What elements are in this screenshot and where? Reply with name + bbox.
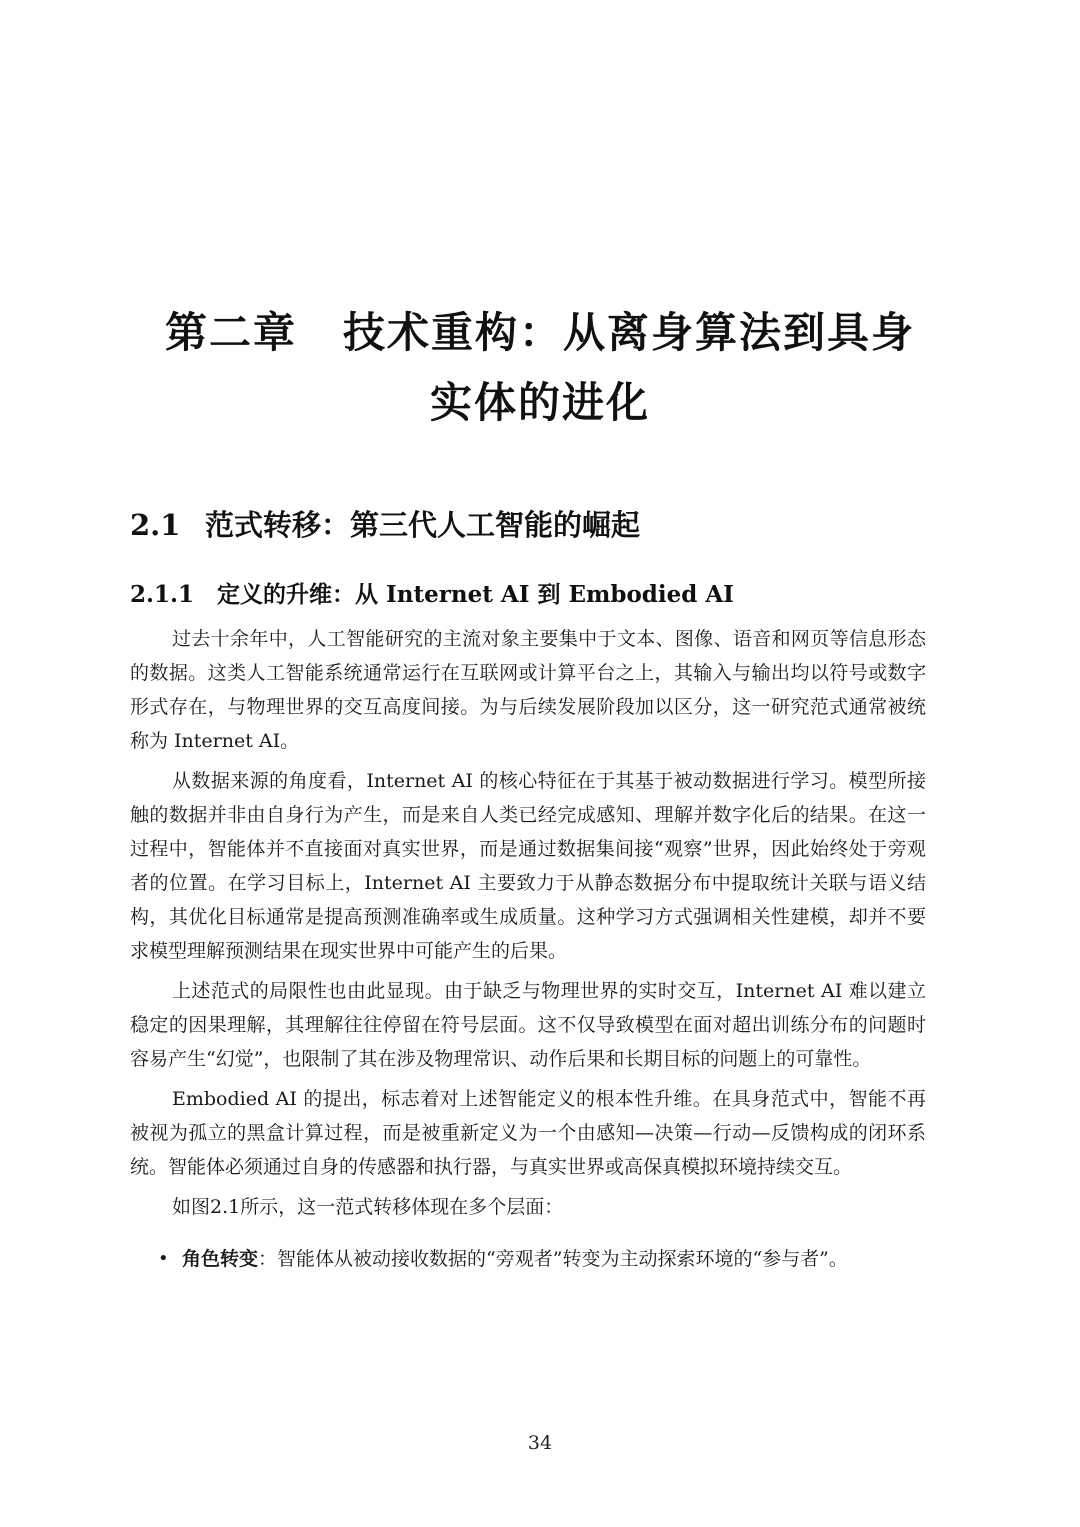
body-text	[130, 622, 926, 1276]
chapter-label: 第二章	[164, 308, 297, 357]
subsection-heading	[130, 576, 734, 609]
bullet-item	[130, 1242, 926, 1276]
section-title: 范式转移：第三代人工智能的崛起	[205, 508, 641, 542]
subsection-term-b: Embodied AI	[568, 581, 734, 608]
chapter-title-text: 技术重构：从离身算法到具身	[343, 308, 916, 357]
paragraph: 如图2.1所示，这一范式转移体现在多个层面：	[172, 1196, 564, 1218]
bullet-term: 角色转变	[182, 1248, 259, 1270]
subsection-title-prefix: 定义的升维：从	[217, 582, 378, 608]
page-number: 34	[527, 1432, 553, 1454]
chapter-title-line-1	[0, 300, 1080, 360]
paragraph: 过去十余年中，人工智能研究的主流对象主要集中于文本、图像、语音和网页等信息形态的数据。这类人工智能系统通常运行在互联网或计算平台之上，其输入与输出均以符号或数字形式存在，与物理世界的交互高度间接。为与后续发展阶段加以区分，这一研究范式通常被统称为 Internet AI。	[130, 628, 926, 752]
subsection-connector: 到	[537, 582, 561, 608]
bullet-text: ：智能体从被动接收数据的“旁观者”转变为主动探索环境的“参与者”。	[258, 1248, 848, 1270]
paragraph: Embodied AI 的提出，标志着对上述智能定义的根本性升维。在具身范式中，智能不再被视为孤立的黑盒计算过程，而是被重新定义为一个由感知—决策—行动—反馈构成的闭环系统。智能体必须通过自身的传感器和执行器，与真实世界或高保真模拟环境持续交互。	[130, 1088, 926, 1178]
subsection-number: 2.1.1	[130, 581, 195, 608]
section-heading	[130, 503, 640, 544]
bullet-dot-icon: •	[158, 1248, 169, 1269]
section-number: 2.1	[130, 508, 181, 542]
paragraph: 从数据来源的角度看，Internet AI 的核心特征在于其基于被动数据进行学习。模型所接触的数据并非由自身行为产生，而是来自人类已经完成感知、理解并数字化后的结果。在这一过程中，智能体并不直接面对真实世界，而是通过数据集间接“观察”世界，因此始终处于旁观者的位置。在学习目标上，Internet AI 主要致力于从静态数据分布中提取统计关联与语义结构，其优化目标通常是提高预测准确率或生成质量。这种学习方式强调相关性建模，却并不要求模型理解预测结果在现实世界中可能产生的后果。	[130, 770, 926, 962]
subsection-term-a: Internet AI	[386, 581, 530, 608]
chapter-title-line-2: 实体的进化	[429, 378, 650, 427]
bullet-list	[130, 1242, 926, 1276]
paragraph: 上述范式的局限性也由此显现。由于缺乏与物理世界的实时交互，Internet AI 难以建立稳定的因果理解，其理解往往停留在符号层面。这不仅导致模型在面对超出训练分布的问题时容易产生“幻觉”，也限制了其在涉及物理常识、动作后果和长期目标的问题上的可靠性。	[130, 980, 926, 1070]
